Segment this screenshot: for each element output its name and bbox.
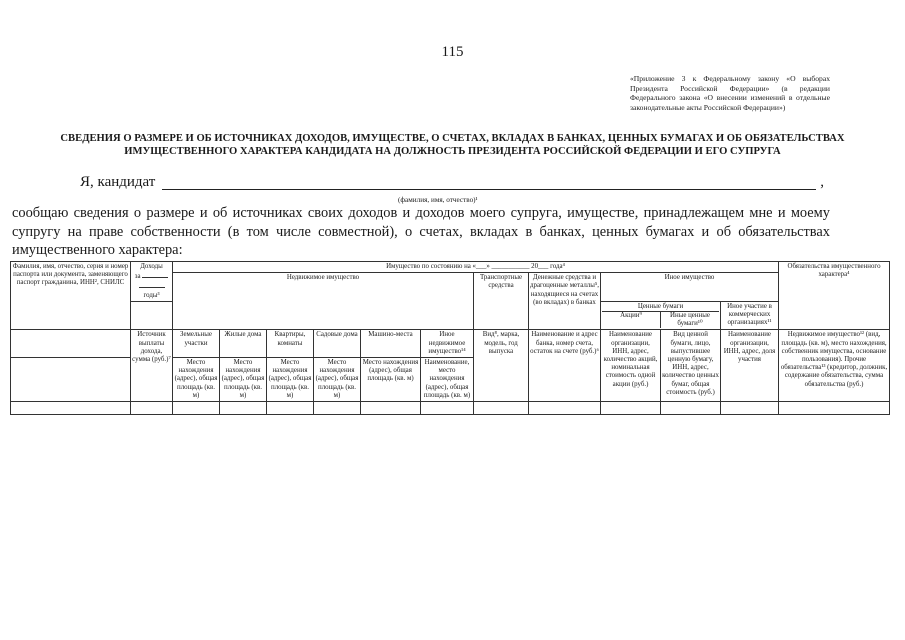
entry-participation[interactable] (721, 402, 779, 415)
header-property-as-of: Имущество по состоянию на «___» ___________ 20___ года⁴ (173, 262, 779, 273)
entry-garden-houses[interactable] (314, 402, 361, 415)
header-income-title: Доходы (140, 263, 163, 270)
header-parking: Машино-места (361, 330, 421, 358)
candidate-label: Я, кандидат (80, 174, 156, 190)
header-obligations-detail: Недвижимое имущество¹² (вид, площадь (кв. м), место нахождения, собственник имущества, основание пользования). Прочие обязательства¹³ (кредитор, должник, содержание обязательства, сумма обязательства (руб.) (779, 330, 890, 402)
header-person: Фамилия, имя, отчество, серия и номер паспорта или документа, заменяющего паспорт гражданина, ИНН², СНИЛС (11, 262, 131, 330)
header-shares-detail: Наименование организации, ИНН, адрес, количество акций, номинальная стоимость одной акции (руб.) (601, 330, 661, 402)
header-participation-detail: Наименование организации, ИНН, адрес, доля участия (721, 330, 779, 402)
header-transport: Транспортные средства (474, 273, 529, 330)
header-income-spacer (131, 301, 173, 330)
header-securities-title: Ценные бумаги (602, 303, 719, 312)
entry-income[interactable] (131, 402, 173, 415)
entry-houses[interactable] (220, 402, 267, 415)
income-period-blank[interactable] (142, 271, 168, 278)
header-securities (601, 301, 721, 330)
cell-person-spacer (11, 330, 131, 358)
candidate-name-field[interactable] (162, 189, 816, 190)
header-transport-detail: Вид⁸, марка, модель, год выпуска (474, 330, 529, 402)
header-income-period (132, 271, 171, 281)
header-garden-houses: Садовые дома (314, 330, 361, 358)
land-plots-detail: Место нахождения (адрес), общая площадь (кв. м) (173, 358, 220, 402)
header-funds: Денежные средства и драгоценные металлы⁵, находящиеся на счетах (во вкладах) в банках (529, 273, 601, 330)
header-other-participation: Иное участие в коммерческих организациях¹¹ (721, 301, 779, 330)
entry-other-real-estate[interactable] (421, 402, 474, 415)
income-year-label: годы³ (143, 291, 160, 299)
candidate-line (80, 174, 830, 194)
header-other-real-estate: Иное недвижимое имущество¹⁴ (421, 330, 474, 358)
header-real-estate: Недвижимое имущество (173, 273, 474, 330)
entry-transport[interactable] (474, 402, 529, 415)
entry-obligations[interactable] (779, 402, 890, 415)
header-obligations: Обязательства имущественного характера⁴ (779, 262, 890, 330)
declaration-table (10, 261, 890, 415)
header-securities-sub (602, 312, 719, 328)
garden-houses-detail: Место нахождения (адрес), общая площадь (кв. м) (314, 358, 361, 402)
parking-detail: Место нахождения (адрес), общая площадь (кв. м) (361, 358, 421, 402)
table-header-row-1 (11, 262, 890, 273)
appendix-note: «Приложение 3 к Федеральному закону «О выборах Президента Российской Федерации» (в редакции Федерального закона «О внесении изменений в отдельные законодательные акты Российской Федерации») (630, 74, 830, 112)
header-income-year (132, 281, 171, 299)
header-shares: Акции⁹ (602, 312, 661, 328)
header-land-plots: Земельные участки (173, 330, 220, 358)
document-title: СВЕДЕНИЯ О РАЗМЕРЕ И ОБ ИСТОЧНИКАХ ДОХОДОВ, ИМУЩЕСТВЕ, О СЧЕТАХ, ВКЛАДАХ В БАНКАХ, ЦЕННЫХ БУМАГАХ И ОБ ОБЯЗАТЕЛЬСТВАХ ИМУЩЕСТВЕННОГО ХАРАКТЕРА КАНДИДАТА НА ДОЛЖНОСТЬ ПРЕЗИДЕНТА РОССИЙСКОЙ ФЕДЕРАЦИИ И ЕГО СУПРУГА (60, 133, 845, 157)
page-number: 115 (441, 44, 464, 60)
table-row (11, 402, 890, 415)
header-income (131, 262, 173, 302)
other-real-estate-detail: Наименование, место нахождения (адрес), общая площадь (кв. м) (421, 358, 474, 402)
table-header-row-4 (11, 330, 890, 358)
header-funds-detail: Наименование и адрес банка, номер счета, остаток на счете (руб.)⁶ (529, 330, 601, 402)
header-other-securities-detail: Вид ценной бумаги, лицо, выпустившее ценную бумагу, ИНН, адрес, количество ценных бумаг, общая стоимость (руб.) (661, 330, 721, 402)
entry-shares[interactable] (601, 402, 661, 415)
header-income-source: Источник выплаты дохода, сумма (руб.)⁷ (131, 330, 173, 402)
entry-funds[interactable] (529, 402, 601, 415)
header-other-securities: Иные ценные бумаги¹⁰ (670, 312, 710, 328)
entry-other-securities[interactable] (661, 402, 721, 415)
cell-person-spacer-2 (11, 358, 131, 402)
header-other-property: Иное имущество (601, 273, 779, 302)
entry-apartments[interactable] (267, 402, 314, 415)
entry-person[interactable] (11, 402, 131, 415)
income-year-blank[interactable] (139, 281, 165, 288)
apartments-detail: Место нахождения (адрес), общая площадь (кв. м) (267, 358, 314, 402)
header-apartments: Квартиры, комнаты (267, 330, 314, 358)
entry-land[interactable] (173, 402, 220, 415)
candidate-comma: , (820, 174, 824, 190)
houses-detail: Место нахождения (адрес), общая площадь (кв. м) (220, 358, 267, 402)
entry-parking[interactable] (361, 402, 421, 415)
income-for-label: за (134, 273, 141, 281)
header-houses: Жилые дома (220, 330, 267, 358)
statement-text: сообщаю сведения о размере и об источниках своих доходов и доходов моего супруга, имуществе, принадлежащем мне и моему супругу на праве собственности (в том числе совместной), о счетах, вкладах в банках, ценных бумагах и об обязательствах имущественного характера: (12, 205, 830, 259)
name-hint: (фамилия, имя, отчество)¹ (398, 196, 478, 204)
